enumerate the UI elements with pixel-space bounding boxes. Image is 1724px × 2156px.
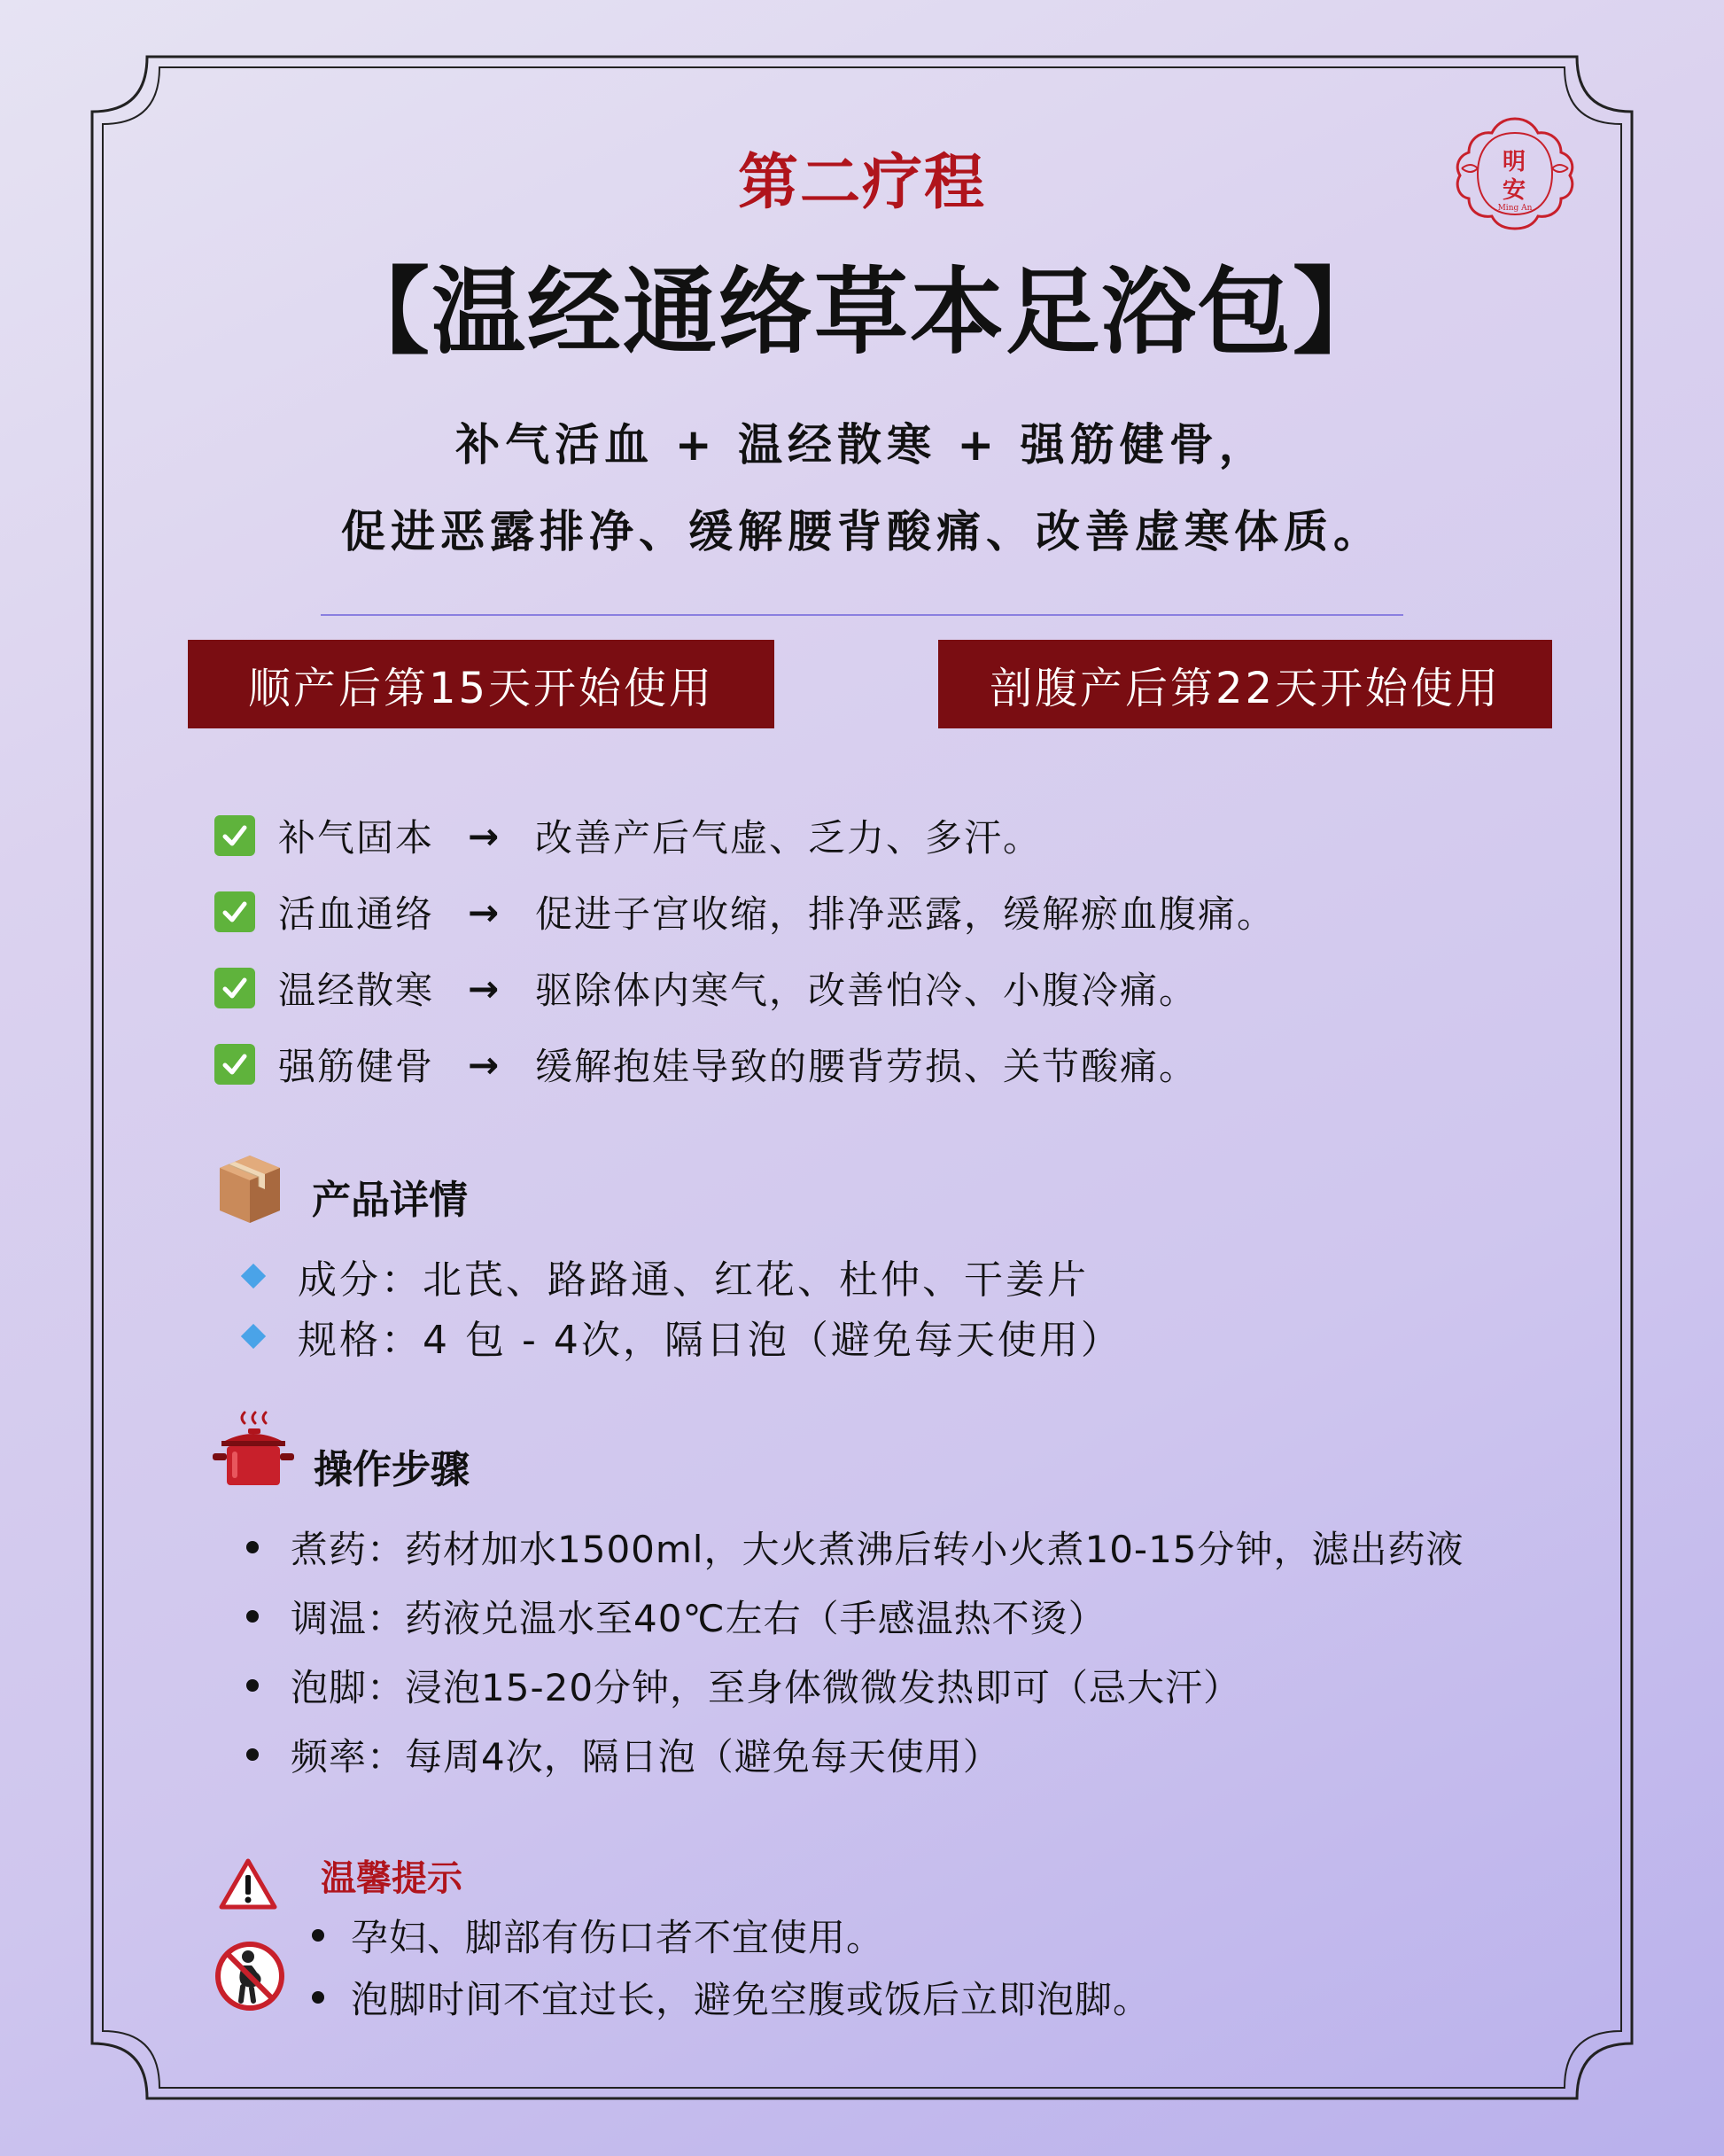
arrow-icon: →	[468, 890, 500, 934]
benefit-item	[214, 809, 1042, 862]
bullet-dot-icon	[246, 1679, 259, 1692]
no-pregnant-icon	[213, 1939, 287, 2013]
benefit-desc: 促进子宫收缩，排净恶露，缓解瘀血腹痛。	[535, 892, 1277, 936]
tip-item	[312, 1909, 884, 1962]
course-label: 第二疗程	[737, 148, 986, 218]
benefit-item	[214, 961, 1198, 1015]
package-box-icon	[216, 1152, 283, 1226]
step-text: 煮药：药材加水1500ml，大火煮沸后转小火煮10-15分钟，滤出药液	[291, 1528, 1464, 1571]
step-item	[246, 1728, 1001, 1781]
product-detail-item	[239, 1248, 1089, 1304]
check-icon	[214, 891, 255, 932]
arrow-icon: →	[468, 1042, 500, 1086]
steps-section-title: 操作步骤	[314, 1447, 470, 1492]
tip-text: 孕妇、脚部有伤口者不宜使用。	[351, 1916, 885, 1959]
diamond-bullet-icon	[241, 1264, 266, 1288]
usage-cesarean-badge: 剖腹产后第22天开始使用	[938, 640, 1552, 728]
logo-subtitle: Ming An	[1497, 204, 1533, 213]
benefit-desc: 驱除体内寒气，改善怕冷、小腹冷痛。	[535, 969, 1199, 1012]
subtitle-line-1: 补气活血 + 温经散寒 + 强筋健骨，	[455, 419, 1269, 471]
arrow-icon: →	[468, 966, 500, 1010]
product-detail-text: 规格：4 包 - 4次，隔日泡（避免每天使用）	[298, 1318, 1122, 1363]
check-icon	[214, 815, 255, 856]
header-divider	[321, 614, 1403, 616]
check-icon	[214, 968, 255, 1008]
page-title: 【温经通络草本足浴包】	[336, 258, 1388, 367]
benefit-name: 温经散寒	[278, 969, 435, 1012]
bullet-dot-icon	[312, 1991, 324, 2004]
diamond-bullet-icon	[241, 1324, 266, 1349]
benefit-item	[214, 885, 1276, 938]
tip-item	[312, 1971, 1151, 2024]
benefit-item	[214, 1038, 1198, 1091]
step-item	[246, 1590, 1107, 1643]
benefit-name: 补气固本	[278, 816, 435, 860]
usage-natural-birth-badge: 顺产后第15天开始使用	[188, 640, 774, 728]
logo-char-bottom: 安	[1503, 177, 1526, 204]
bullet-dot-icon	[312, 1929, 324, 1942]
warning-triangle-icon	[218, 1857, 278, 1911]
tips-section-title: 温馨提示	[321, 1858, 462, 1899]
subtitle-line-2: 促进恶露排净、缓解腰背酸痛、改善虚寒体质。	[341, 506, 1383, 557]
benefit-name: 活血通络	[278, 892, 435, 936]
step-text: 调温：药液兑温水至40℃左右（手感温热不烫）	[291, 1597, 1107, 1640]
product-detail-text: 成分：北芪、路路通、红花、杜仲、干姜片	[298, 1257, 1089, 1303]
logo-char-top: 明	[1503, 149, 1526, 175]
cooking-pot-icon	[209, 1411, 298, 1492]
benefit-desc: 缓解抱娃导致的腰背劳损、关节酸痛。	[535, 1045, 1199, 1088]
product-section-title: 产品详情	[312, 1178, 468, 1223]
step-text: 泡脚：浸泡15-20分钟，至身体微微发热即可（忌大汗）	[291, 1666, 1242, 1709]
benefit-desc: 改善产后气虚、乏力、多汗。	[535, 816, 1043, 860]
check-icon	[214, 1044, 255, 1085]
step-text: 频率：每周4次，隔日泡（避免每天使用）	[291, 1735, 1001, 1779]
arrow-icon: →	[468, 813, 500, 858]
product-detail-item	[239, 1308, 1122, 1365]
step-item	[246, 1521, 1464, 1574]
bullet-dot-icon	[246, 1610, 259, 1623]
bullet-dot-icon	[246, 1748, 259, 1761]
step-item	[246, 1659, 1241, 1712]
benefit-name: 强筋健骨	[278, 1045, 435, 1088]
tip-text: 泡脚时间不宜过长，避免空腹或饭后立即泡脚。	[351, 1978, 1152, 2021]
bullet-dot-icon	[246, 1541, 259, 1553]
